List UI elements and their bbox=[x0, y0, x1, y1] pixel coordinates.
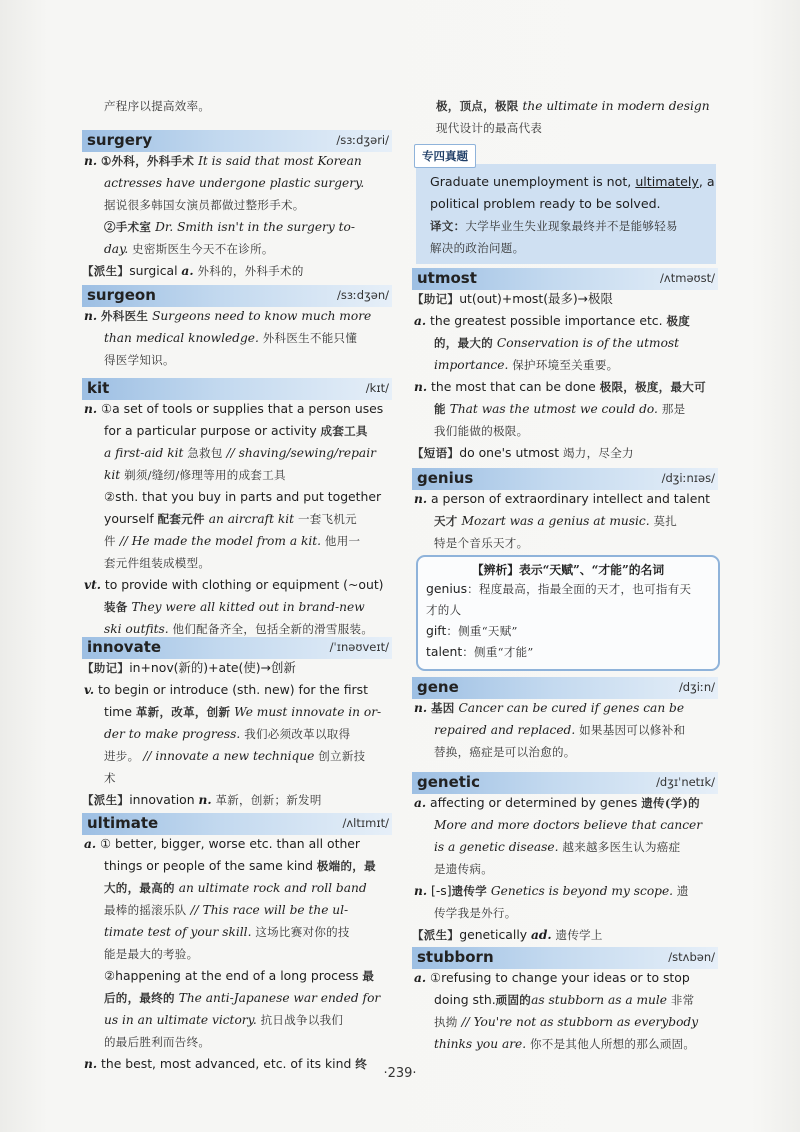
comparison-item: gift：侧重“天赋” bbox=[426, 623, 518, 638]
headword: utmost bbox=[417, 269, 477, 287]
definition-line: a. the greatest possible importance etc. 极度 bbox=[414, 313, 691, 328]
exam-sentence: political problem ready to be solved. bbox=[430, 196, 661, 211]
continued-text: 产程序以提高效率。 bbox=[104, 99, 211, 113]
exam-translation: 译文：大学毕业生失业现象最终并不是能够轻易 bbox=[430, 219, 678, 233]
example-line: der to make progress. 我们必须改革以取得 bbox=[104, 727, 351, 741]
headword-bar bbox=[412, 677, 718, 699]
definition-line: a. ① better, bigger, worse etc. than all other bbox=[84, 836, 361, 851]
definition-line: v. to begin or introduce (sth. new) for the first bbox=[84, 682, 368, 697]
translation-line: 术 bbox=[104, 771, 116, 785]
example-line: 天才 Mozart was a genius at music. 莫扎 bbox=[434, 514, 678, 528]
entry-surgeon bbox=[82, 285, 392, 367]
example-line: 后的，最终的 The anti-Japanese war ended for bbox=[104, 991, 381, 1005]
headword: stubborn bbox=[417, 948, 494, 966]
translation-line: 据说很多韩国女演员都做过整形手术。 bbox=[104, 198, 305, 212]
example-line: thinks you are. 你不是其他人所想的那么顽固。 bbox=[434, 1037, 696, 1051]
definition-line: n. [-s]遗传学 Genetics is beyond my scope. 遗 bbox=[414, 883, 689, 898]
phonetic: /sɜːdʒəri/ bbox=[336, 133, 389, 147]
definition-line: things or people of the same kind 极端的，最 bbox=[104, 858, 376, 873]
example-line: doing sth.顽固的as stubborn as a mule 非常 bbox=[434, 992, 695, 1007]
translation-line: 是遗传病。 bbox=[434, 862, 493, 876]
exam-tag: 专四真题 bbox=[414, 144, 476, 168]
definition-line: for a particular purpose or activity 成套工具 bbox=[104, 423, 368, 438]
underlined-word: ultimately bbox=[635, 174, 699, 189]
phonetic: /ʌtməʊst/ bbox=[660, 271, 715, 285]
entry-utmost bbox=[412, 268, 718, 460]
derivative-line: 【派生】surgical a. 外科的，外科手术的 bbox=[82, 263, 304, 278]
headword-bar bbox=[412, 772, 718, 794]
entry-stubborn bbox=[412, 947, 718, 1051]
definition-line: n. 外科医生 Surgeons need to know much more bbox=[84, 309, 372, 323]
example-line: importance. 保护环境至关重要。 bbox=[434, 358, 619, 372]
phrase-line: 【短语】do one's utmost 竭力，尽全力 bbox=[412, 445, 634, 460]
headword: gene bbox=[417, 678, 459, 696]
translation-line: 能是最大的考验。 bbox=[104, 947, 199, 961]
example-line: More and more doctors believe that cancer bbox=[434, 818, 703, 832]
phonetic: /ʌltɪmɪt/ bbox=[342, 816, 389, 830]
entry-innovate bbox=[82, 637, 392, 807]
headword-bar bbox=[82, 285, 392, 307]
example-line: than medical knowledge. 外科医生不能只懂 bbox=[104, 331, 358, 345]
example-line: ski outfits. 他们配备齐全，包括全新的滑雪服装。 bbox=[104, 622, 374, 636]
mnemonic-line: 【助记】ut(out)+most(最多)→极限 bbox=[412, 291, 613, 306]
phonetic: /kɪt/ bbox=[365, 381, 389, 395]
definition-line: vt. to provide with clothing or equipment (~out) bbox=[84, 577, 384, 592]
example-line: 能 That was the utmost we could do. 那是 bbox=[434, 402, 686, 416]
phonetic: /dʒɪˈnetɪk/ bbox=[656, 775, 715, 789]
comparison-box bbox=[416, 555, 720, 671]
mnemonic-line: 【助记】in+nov(新的)+ate(使)→创新 bbox=[82, 660, 296, 675]
example-line: actresses have undergone plastic surgery. bbox=[104, 176, 365, 190]
example-line: 最棒的摇滚乐队 // This race will be the ul- bbox=[104, 903, 349, 917]
phonetic: /dʒiːn/ bbox=[678, 680, 715, 694]
entry-genius bbox=[412, 468, 718, 659]
definition-line: a. ①refusing to change your ideas or to stop bbox=[414, 970, 690, 985]
headword-bar bbox=[82, 378, 392, 400]
phonetic: /sɜːdʒən/ bbox=[336, 288, 389, 302]
headword-bar bbox=[82, 637, 392, 659]
comparison-title: 【辨析】表示“天赋”、“才能”的名词 bbox=[471, 563, 665, 577]
example-line: kit 剃须/缝纫/修理等用的成套工具 bbox=[104, 468, 286, 482]
translation-line: 得医学知识。 bbox=[104, 353, 175, 367]
translation-line: 现代设计的最高代表 bbox=[436, 121, 543, 135]
example-line: a first-aid kit 急救包 // shaving/sewing/repair bbox=[104, 446, 376, 460]
headword-bar bbox=[412, 268, 718, 290]
headword: surgeon bbox=[87, 286, 156, 304]
example-line: day. 史密斯医生今天不在诊所。 bbox=[104, 242, 274, 256]
headword: innovate bbox=[87, 638, 162, 656]
example-line: us in an ultimate victory. 抗日战争以我们 bbox=[104, 1013, 344, 1027]
entry-kit bbox=[82, 378, 392, 636]
definition-line: n. a person of extraordinary intellect and talent bbox=[414, 491, 711, 506]
definition-line: time 革新，改革，创新 We must innovate in or- bbox=[104, 704, 382, 719]
derivative-line: 【派生】genetically ad. 遗传学上 bbox=[412, 927, 603, 942]
example-line: 装备 They were all kitted out in brand-new bbox=[104, 600, 365, 614]
comparison-item: 才的人 bbox=[426, 603, 462, 617]
example-line: timate test of your skill. 这场比赛对你的技 bbox=[104, 925, 350, 939]
definition-line: ②手术室 Dr. Smith isn't in the surgery to- bbox=[104, 220, 355, 234]
headword: genius bbox=[417, 469, 474, 487]
translation-line: 我们能做的极限。 bbox=[434, 424, 529, 438]
example-line: 执拗 // You're not as stubborn as everybody bbox=[434, 1015, 699, 1029]
headword: genetic bbox=[417, 773, 480, 791]
comparison-item: genius：程度最高，指最全面的天才，也可指有天 bbox=[426, 581, 692, 596]
headword-bar bbox=[82, 130, 392, 152]
exam-translation: 解决的政治问题。 bbox=[430, 241, 525, 255]
translation-line: 替换，癌症是可以治愈的。 bbox=[434, 745, 576, 759]
definition-line: n. ①外科，外科手术 It is said that most Korean bbox=[84, 154, 362, 168]
phonetic: /dʒiːnɪəs/ bbox=[661, 471, 715, 485]
translation-line: 的最后胜利而告终。 bbox=[104, 1035, 211, 1049]
translation-line: 特是个音乐天才。 bbox=[434, 536, 529, 550]
example-line: 的，最大的 Conservation is of the utmost bbox=[434, 336, 680, 350]
definition-line: n. ①a set of tools or supplies that a person uses bbox=[84, 401, 384, 416]
definition-line: n. the best, most advanced, etc. of its kind 终 bbox=[84, 1056, 368, 1071]
headword-bar bbox=[412, 947, 718, 969]
headword-bar bbox=[82, 813, 392, 835]
definition-line: ②happening at the end of a long process 最 bbox=[104, 968, 375, 983]
phonetic: /ˈɪnəʊveɪt/ bbox=[329, 640, 389, 654]
definition-line: n. 基因 Cancer can be cured if genes can be bbox=[414, 701, 685, 715]
entry-ultimate bbox=[82, 813, 392, 1071]
example-line: is a genetic disease. 越来越多医生认为癌症 bbox=[434, 840, 681, 854]
exam-sentence: Graduate unemployment is not, ultimately, a bbox=[430, 174, 715, 189]
translation-line: 套元件组装成模型。 bbox=[104, 556, 211, 570]
headword-bar bbox=[412, 468, 718, 490]
headword: ultimate bbox=[87, 814, 159, 832]
continued-definition: 极，顶点，极限 the ultimate in modern design bbox=[436, 99, 710, 113]
headword: surgery bbox=[87, 131, 153, 149]
translation-line: 传学我是外行。 bbox=[434, 906, 517, 920]
entry-genetic bbox=[412, 772, 718, 942]
entry-gene bbox=[412, 677, 718, 759]
definition-line: n. the most that can be done 极限，极度，最大可 bbox=[414, 379, 706, 394]
definition-line: yourself 配套元件 an aircraft kit 一套飞机元 bbox=[104, 511, 357, 526]
page-number: ·239· bbox=[383, 1066, 417, 1081]
example-line: 件 // He made the model from a kit. 他用一 bbox=[104, 534, 361, 548]
definition-line: ②sth. that you buy in parts and put together bbox=[104, 489, 382, 504]
example-line: 大的，最高的 an ultimate rock and roll band bbox=[104, 881, 367, 895]
entry-surgery bbox=[82, 130, 392, 278]
example-line: 进步。 // innovate a new technique 创立新技 bbox=[104, 749, 366, 763]
headword: kit bbox=[87, 379, 110, 397]
derivative-line: 【派生】innovation n. 革新，创新；新发明 bbox=[82, 792, 322, 807]
definition-line: a. affecting or determined by genes 遗传(学)的 bbox=[414, 795, 700, 810]
example-line: repaired and replaced. 如果基因可以修补和 bbox=[434, 723, 686, 737]
comparison-item: talent：侧重“才能” bbox=[426, 644, 534, 659]
phonetic: /stʌbən/ bbox=[668, 950, 715, 964]
